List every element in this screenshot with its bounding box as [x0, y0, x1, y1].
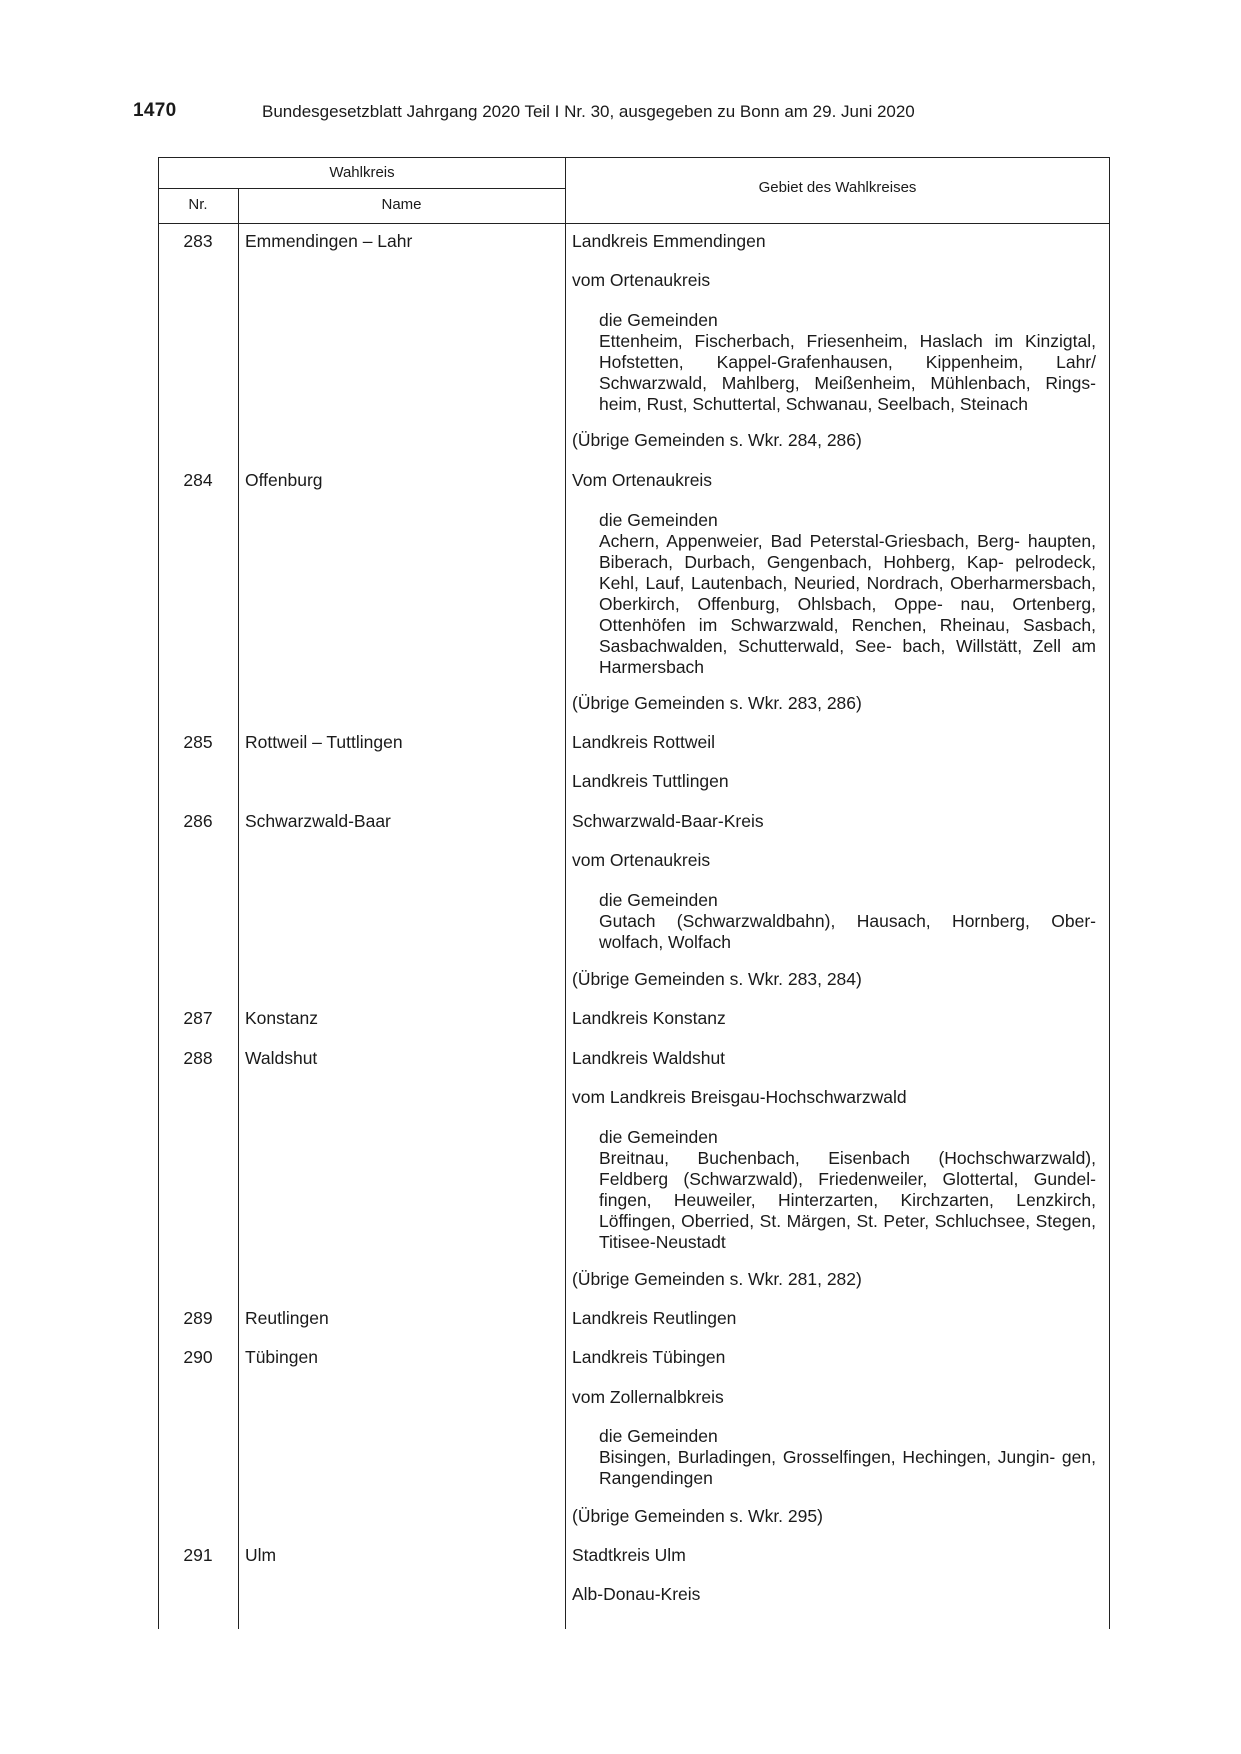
col-gebiet-divider — [565, 157, 566, 1629]
row-288-gemeinden: Breitnau, Buchenbach, Eisenbach (Hochschwarzwald), Feldberg (Schwarzwald), Friedenweiler, Glottertal, Gundel- fingen, Heuweiler, Hinterzarten, Kirchzarten, Lenzkirch, Löffingen, Oberried, St. Märgen, St. Peter, Schluchsee, Stegen, Titisee-Neustadt — [599, 1148, 1096, 1252]
row-291-nr: 291 — [183, 1545, 213, 1565]
row-283-name: Emmendingen – Lahr — [245, 231, 413, 251]
row-283-nr: 283 — [183, 231, 213, 251]
row-291-name: Ulm — [245, 1545, 277, 1565]
row-290-line-1: Landkreis Tübingen — [572, 1347, 726, 1367]
row-290-line-5: (Übrige Gemeinden s. Wkr. 295) — [572, 1506, 823, 1526]
row-287-line-1: Landkreis Konstanz — [572, 1008, 726, 1028]
row-291-line-1: Stadtkreis Ulm — [572, 1545, 686, 1565]
row-284-nr: 284 — [183, 470, 213, 490]
row-288-line-5: (Übrige Gemeinden s. Wkr. 281, 282) — [572, 1269, 862, 1289]
col-nr-divider — [238, 188, 239, 1629]
page-number: 1470 — [133, 100, 177, 121]
row-288-line-3: die Gemeinden — [599, 1127, 718, 1147]
row-288-line-2: vom Landkreis Breisgau-Hochschwarzwald — [572, 1087, 907, 1107]
row-288-nr: 288 — [183, 1048, 213, 1068]
row-290-gemeinden: Bisingen, Burladingen, Grosselfingen, Hechingen, Jungin- gen, Rangendingen — [599, 1447, 1096, 1488]
row-290-nr: 290 — [183, 1347, 213, 1367]
row-290-line-3: die Gemeinden — [599, 1426, 718, 1446]
header-gebiet: Gebiet des Wahlkreises — [758, 179, 917, 196]
row-287-name: Konstanz — [245, 1008, 318, 1028]
running-title: Bundesgesetzblatt Jahrgang 2020 Teil I Nr. 30, ausgegeben zu Bonn am 29. Juni 2020 — [262, 102, 915, 121]
table-top-rule — [158, 157, 1110, 158]
row-285-line-2: Landkreis Tuttlingen — [572, 771, 729, 791]
row-283-line-3: die Gemeinden — [599, 310, 718, 330]
row-283-line-1: Landkreis Emmendingen — [572, 231, 766, 251]
header-wahlkreis: Wahlkreis — [329, 164, 395, 181]
row-286-line-2: vom Ortenaukreis — [572, 850, 711, 870]
row-284-name: Offenburg — [245, 470, 323, 490]
row-286-line-5: (Übrige Gemeinden s. Wkr. 283, 284) — [572, 969, 862, 989]
row-284-line-4: (Übrige Gemeinden s. Wkr. 283, 286) — [572, 693, 862, 713]
header-name: Name — [381, 196, 422, 213]
row-288-name: Waldshut — [245, 1048, 318, 1068]
group-header-rule — [158, 188, 566, 189]
row-290-name: Tübingen — [245, 1347, 318, 1367]
row-290-line-2: vom Zollernalbkreis — [572, 1387, 724, 1407]
header-bottom-rule — [158, 223, 1110, 224]
row-289-nr: 289 — [183, 1308, 213, 1328]
row-284-line-1: Vom Ortenaukreis — [572, 470, 713, 490]
row-289-name: Reutlingen — [245, 1308, 329, 1328]
row-285-line-1: Landkreis Rottweil — [572, 732, 715, 752]
row-285-name: Rottweil – Tuttlingen — [245, 732, 403, 752]
row-283-line-5: (Übrige Gemeinden s. Wkr. 284, 286) — [572, 430, 862, 450]
row-286-line-3: die Gemeinden — [599, 890, 718, 910]
row-284-gemeinden: Achern, Appenweier, Bad Peterstal-Griesbach, Berg- haupten, Biberach, Durbach, Gengenbach, Hohberg, Kap- pelrodeck, Kehl, Lauf, Lautenbach, Neuried, Nordrach, Oberharmersbach, Oberkirch, Offenburg, Ohlsbach, Oppe- nau, Ortenberg, Ottenhöfen im Schwarzwald, Renchen, Rheinau, Sasbach, Sasbachwalden, Schutterwald, See- bach, Willstätt, Zell am Harmersbach — [599, 531, 1096, 677]
row-283-line-2: vom Ortenaukreis — [572, 270, 711, 290]
row-285-nr: 285 — [183, 732, 213, 752]
row-284-line-2: die Gemeinden — [599, 510, 718, 530]
row-286-nr: 286 — [183, 811, 213, 831]
row-286-name: Schwarzwald-Baar — [245, 811, 391, 831]
row-289-line-1: Landkreis Reutlingen — [572, 1308, 737, 1328]
row-286-gemeinden: Gutach (Schwarzwaldbahn), Hausach, Hornberg, Ober- wolfach, Wolfach — [599, 911, 1096, 952]
row-288-line-1: Landkreis Waldshut — [572, 1048, 726, 1068]
row-283-gemeinden: Ettenheim, Fischerbach, Friesenheim, Haslach im Kinzigtal, Hofstetten, Kappel-Grafenhausen, Kippenheim, Lahr/ Schwarzwald, Mahlberg, Meißenheim, Mühlenbach, Rings- heim, Rust, Schuttertal, Schwanau, Seelbach, Steinach — [599, 331, 1096, 414]
row-287-nr: 287 — [183, 1008, 213, 1028]
header-nr: Nr. — [188, 196, 208, 213]
row-286-line-1: Schwarzwald-Baar-Kreis — [572, 811, 764, 831]
row-291-line-2: Alb-Donau-Kreis — [572, 1584, 701, 1604]
